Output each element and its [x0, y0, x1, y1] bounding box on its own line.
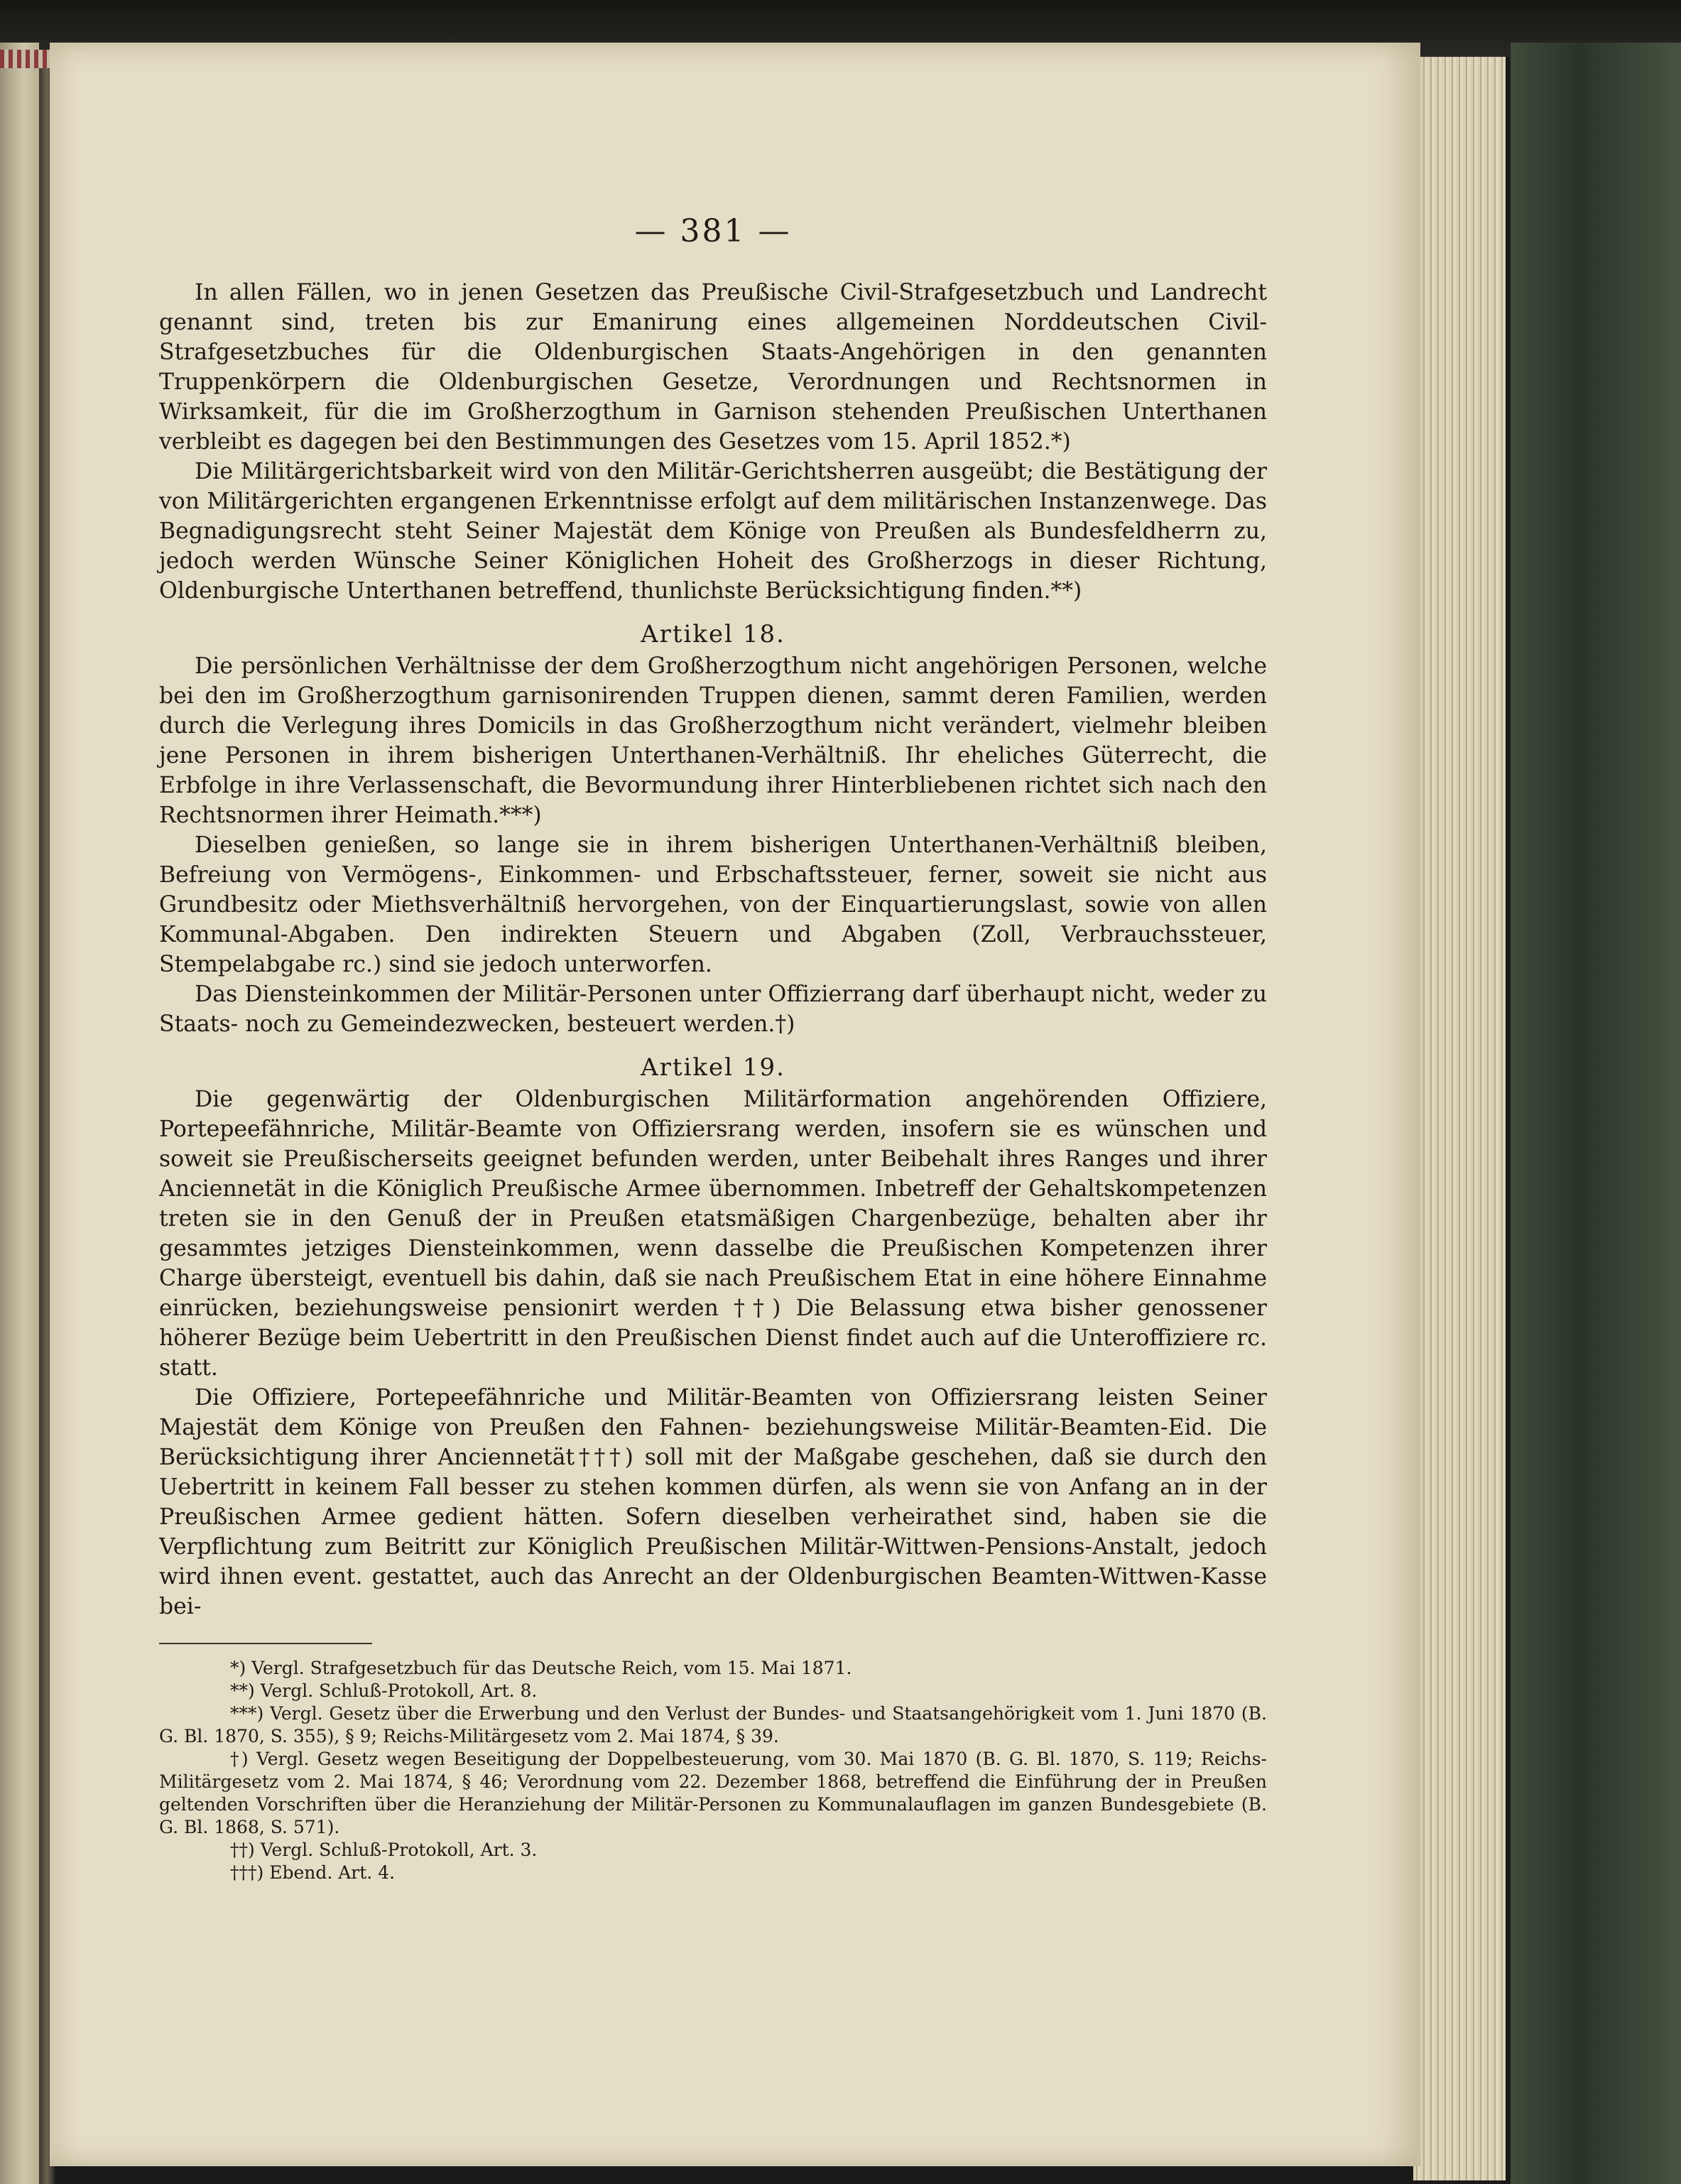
article-18-paragraph-3: Das Diensteinkommen der Militär-Personen unter Offizierrang darf überhaupt nicht, weder zu Staats- noch zu Gemeindezwecken, besteuert werden.†): [159, 982, 1267, 1037]
footnotes: [159, 1657, 1267, 1884]
facing-page-edge: [0, 43, 39, 2184]
footnote-1: *) Vergl. Strafgesetzbuch für das Deutsche Reich, vom 15. Mai 1871.: [230, 1658, 852, 1678]
page-number: — 381 —: [634, 213, 792, 249]
article-18-paragraph-2: Dieselben genießen, so lange sie in ihrem bisherigen Unterthanen-Verhältniß bleiben, Befreiung von Vermögens-, Einkommen- und Erbschaftssteuer, ferner, soweit sie nicht aus Grundbesitz oder Miethsverhältniß hervorgehen, von der Einquartierungslast, sowie von allen Kommunal-Abgaben. Den indirekten Steuern und Abgaben (Zoll, Verbrauchssteuer, Stempelabgabe rc.) sind sie jedoch unterworfen.: [159, 832, 1267, 977]
article-18-paragraph-1: Die persönlichen Verhältnisse der dem Großherzogthum nicht angehörigen Personen, welche bei den im Großherzogthum garnisonirenden Truppen dienen, sammt deren Familien, werden durch die Verlegung ihres Domicils in das Großherzogthum nicht verändert, vielmehr bleiben jene Personen in ihrem bisherigen Unterthanen-Verhältniß. Ihr eheliches Güterrecht, die Erbfolge in ihre Verlassenschaft, die Bevormundung ihrer Hinterbliebenen richtet sich nach den Rechtsnormen ihrer Heimath.***): [159, 653, 1267, 828]
footnote-4: †) Vergl. Gesetz wegen Beseitigung der Doppelbesteuerung, vom 30. Mai 1870 (B. G. Bl. 1870, S. 119; Reichs-Militärgesetz vom 2. Mai 1874, § 46; Verordnung vom 22. Dezember 1868, betreffend die Einführung der in Preußen geltenden Vorschriften über die Heranziehung der Militär-Personen zu Kommunalauflagen im ganzen Bundesgebiete (B. G. Bl. 1868, S. 571).: [159, 1749, 1267, 1837]
article-19-heading: Artikel 19.: [641, 1053, 785, 1082]
article-18-heading: Artikel 18.: [641, 620, 785, 648]
page-stack-edges: [1413, 57, 1506, 2180]
article-19-paragraph-2: Die Offiziere, Portepeefähnriche und Militär-Beamten von Offiziersrang leisten Seiner Majestät dem Könige von Preußen den Fahnen- beziehungsweise Militär-Beamten-Eid. Die Berücksichtigung ihrer Anciennetät†††) soll mit der Maßgabe geschehen, daß sie durch den Uebertritt in keinem Fall besser zu stehen kommen dürfen, als wenn sie von Anfang an in der Preußischen Armee gedient hätten. Sofern dieselben verheirathet sind, haben sie die Verpflichtung zum Beitritt zur Königlich Preußischen Militär-Wittwen-Pensions-Anstalt, jedoch wird ihnen event. gestattet, auch das Anrecht an der Oldenburgischen Beamten-Wittwen-Kasse bei-: [159, 1385, 1267, 1619]
article-19-paragraph-1: Die gegenwärtig der Oldenburgischen Militärformation angehörenden Offiziere, Portepeefähnriche, Militär-Beamte von Offiziersrang werden, insofern sie es wünschen und soweit sie Preußischerseits geeignet befunden werden, unter Beibehalt ihres Ranges und ihrer Anciennetät in die Königlich Preußische Armee übernommen. Inbetreff der Gehaltskompetenzen treten sie in den Genuß der in Preußen etatsmäßigen Chargenbezüge, behalten aber ihr gesammtes jetziges Diensteinkommen, wenn dasselbe die Preußischen Kompetenzen ihrer Charge übersteigt, eventuell bis dahin, daß sie nach Preußischem Etat in eine höhere Einnahme einrücken, beziehungsweise pensionirt werden ††) Die Belassung etwa bisher genossener höherer Bezüge beim Uebertritt in den Preußischen Dienst findet auch auf die Unteroffiziere rc. statt.: [159, 1087, 1267, 1381]
footnote-6: †††) Ebend. Art. 4.: [230, 1862, 396, 1883]
footnote-5: ††) Vergl. Schluß-Protokoll, Art. 3.: [230, 1840, 538, 1860]
footnote-divider: [159, 1643, 372, 1644]
paragraph-military-jurisdiction: Die Militärgerichtsbarkeit wird von den Militär-Gerichtsherren ausgeübt; die Bestätigung der von Militärgerichten ergangenen Erkenntnisse erfolgt auf dem militärischen Instanzenwege. Das Begnadigungsrecht steht Seiner Majestät dem Könige von Preußen als Bundesfeldherrn zu, jedoch werden Wünsche Seiner Königlichen Hoheit des Großherzogs in dieser Richtung, Oldenburgische Unterthanen betreffend, thunlichste Berücksichtigung finden.**): [159, 459, 1267, 604]
book-page: [50, 43, 1420, 2166]
footnote-3: ***) Vergl. Gesetz über die Erwerbung und den Verlust der Bundes- und Staatsangehörigkeit vom 1. Juni 1870 (B. G. Bl. 1870, S. 355), § 9; Reichs-Militärgesetz vom 2. Mai 1874, § 39.: [159, 1703, 1267, 1746]
footnote-2: **) Vergl. Schluß-Protokoll, Art. 8.: [230, 1680, 538, 1701]
page-content: [159, 213, 1267, 1884]
paragraph-civil-law: In allen Fällen, wo in jenen Gesetzen das Preußische Civil-Strafgesetzbuch und Landrecht genannt sind, treten bis zur Emanirung eines allgemeinen Norddeutschen Civil-Strafgesetzbuches für die Oldenburgischen Staats-Angehörigen in den genannten Truppenkörpern die Oldenburgischen Gesetze, Verordnungen und Rechtsnormen in Wirksamkeit, für die im Großherzogthum in Garnison stehenden Preußischen Unterthanen verbleibt es dagegen bei den Bestimmungen des Gesetzes vom 15. April 1852.*): [159, 280, 1267, 455]
book-cover: [1511, 43, 1681, 2184]
